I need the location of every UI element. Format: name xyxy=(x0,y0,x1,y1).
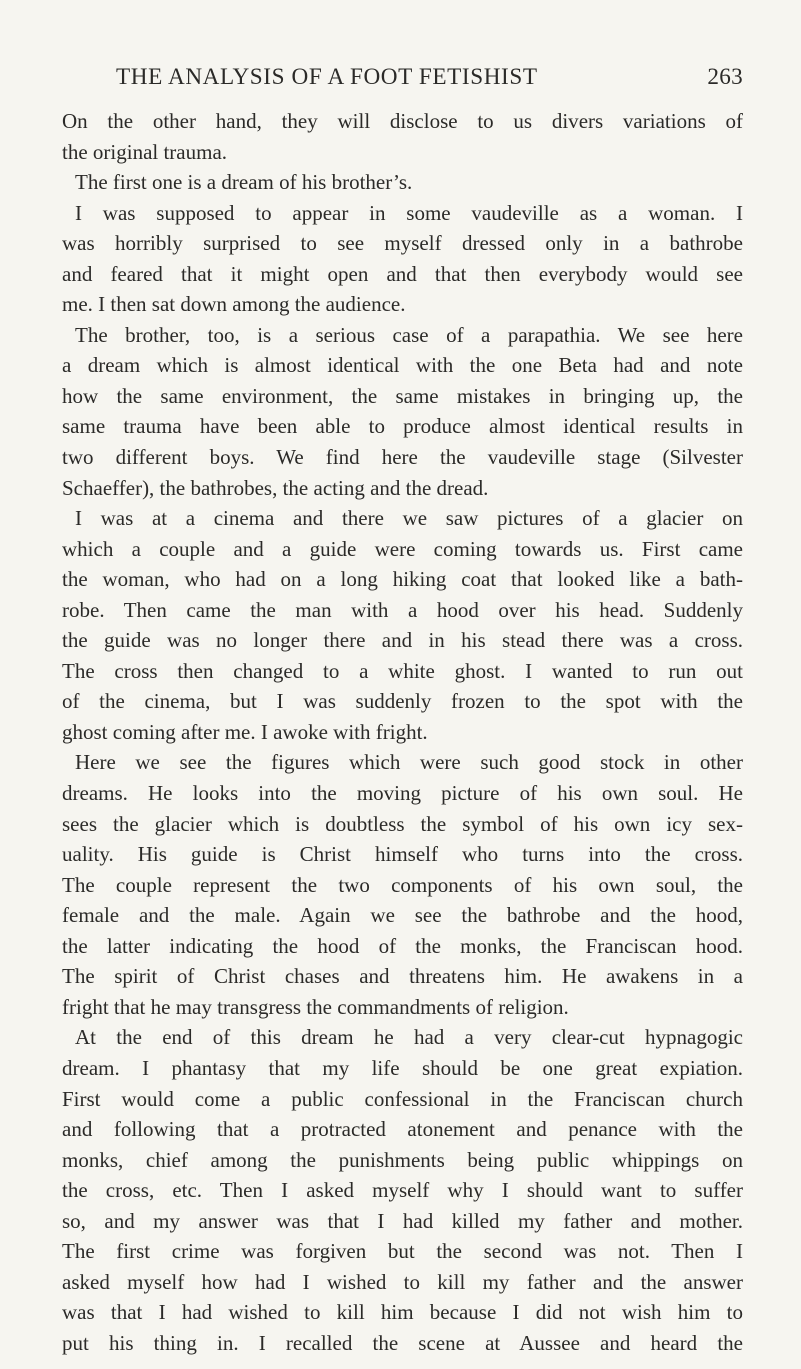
text-line: so, and my answer was that I had killed my father and mother. xyxy=(62,1208,743,1233)
text-line: robe. Then came the man with a hood over his head. Suddenly xyxy=(62,597,743,622)
text-line: asked myself how had I wished to kill my father and the answer xyxy=(62,1269,743,1294)
text-line: and following that a protracted atonement and penance with the xyxy=(62,1117,743,1142)
text-line: was that I had wished to kill him because I did not wish him to xyxy=(62,1300,743,1325)
text-line: On the other hand, they will disclose to us divers variations of xyxy=(62,109,743,133)
text-line: put his thing in. I recalled the scene at Aussee and heard the xyxy=(62,1330,743,1355)
text-line: Here we see the figures which were such good stock in other xyxy=(75,750,743,775)
page-header xyxy=(62,60,743,94)
text-line: The first crime was forgiven but the second was not. Then I xyxy=(62,1239,743,1264)
text-line: ghost coming after me. I awoke with fright. xyxy=(62,719,428,744)
text-line: the guide was no longer there and in his stead there was a cross. xyxy=(62,628,743,653)
text-line: of the cinema, but I was suddenly frozen to the spot with the xyxy=(62,689,743,714)
text-line: I was at a cinema and there we saw pictures of a glacier on xyxy=(75,506,743,531)
text-line: Schaeffer), the bathrobes, the acting and the dread. xyxy=(62,475,489,500)
text-line: the cross, etc. Then I asked myself why I should want to suffer xyxy=(62,1178,743,1203)
text-line: fright that he may transgress the commandments of religion. xyxy=(62,994,569,1019)
text-line: how the same environment, the same mistakes in bringing up, the xyxy=(62,383,743,408)
text-line: monks, chief among the punishments being public whippings on xyxy=(62,1147,743,1172)
text-line: the woman, who had on a long hiking coat that looked like a bath- xyxy=(62,567,743,592)
text-line: The first one is a dream of his brother’s. xyxy=(75,170,413,195)
text-line: and feared that it might open and that then everybody would see xyxy=(62,261,743,286)
text-line: the original trauma. xyxy=(62,139,228,164)
text-line: dream. I phantasy that my life should be one great expiation. xyxy=(62,1055,743,1080)
text-line: First would come a public confessional in the Franciscan church xyxy=(62,1086,743,1111)
text-line: The spirit of Christ chases and threatens him. He awakens in a xyxy=(62,964,743,989)
text-line: sees the glacier which is doubtless the symbol of his own icy sex- xyxy=(62,811,743,836)
text-line: The cross then changed to a white ghost. I wanted to run out xyxy=(62,658,743,683)
text-line: At the end of this dream he had a very clear-cut hypnagogic xyxy=(75,1025,743,1050)
text-line: I was supposed to appear in some vaudeville as a woman. I xyxy=(75,200,743,225)
text-line: female and the male. Again we see the bathrobe and the hood, xyxy=(62,903,743,928)
text-line: which a couple and a guide were coming towards us. First came xyxy=(62,536,743,561)
text-line: the latter indicating the hood of the monks, the Franciscan hood. xyxy=(62,933,743,958)
text-line: a dream which is almost identical with the one Beta had and note xyxy=(62,353,743,378)
text-line: uality. His guide is Christ himself who turns into the cross. xyxy=(62,842,743,867)
text-line: same trauma have been able to produce almost identical results in xyxy=(62,414,743,439)
text-line: The couple represent the two components of his own soul, the xyxy=(62,872,743,897)
running-title: THE ANALYSIS OF A FOOT FETISHIST xyxy=(116,64,538,90)
text-line: The brother, too, is a serious case of a parapathia. We see here xyxy=(75,322,743,347)
text-line: dreams. He looks into the moving picture of his own soul. He xyxy=(62,781,743,806)
text-line: was horribly surprised to see myself dressed only in a bathrobe xyxy=(62,231,743,256)
page-number: 263 xyxy=(707,64,743,90)
text-line: me. I then sat down among the audience. xyxy=(62,292,406,317)
text-line: two different boys. We find here the vaudeville stage (Silvester xyxy=(62,445,743,470)
body-text xyxy=(62,106,743,1358)
